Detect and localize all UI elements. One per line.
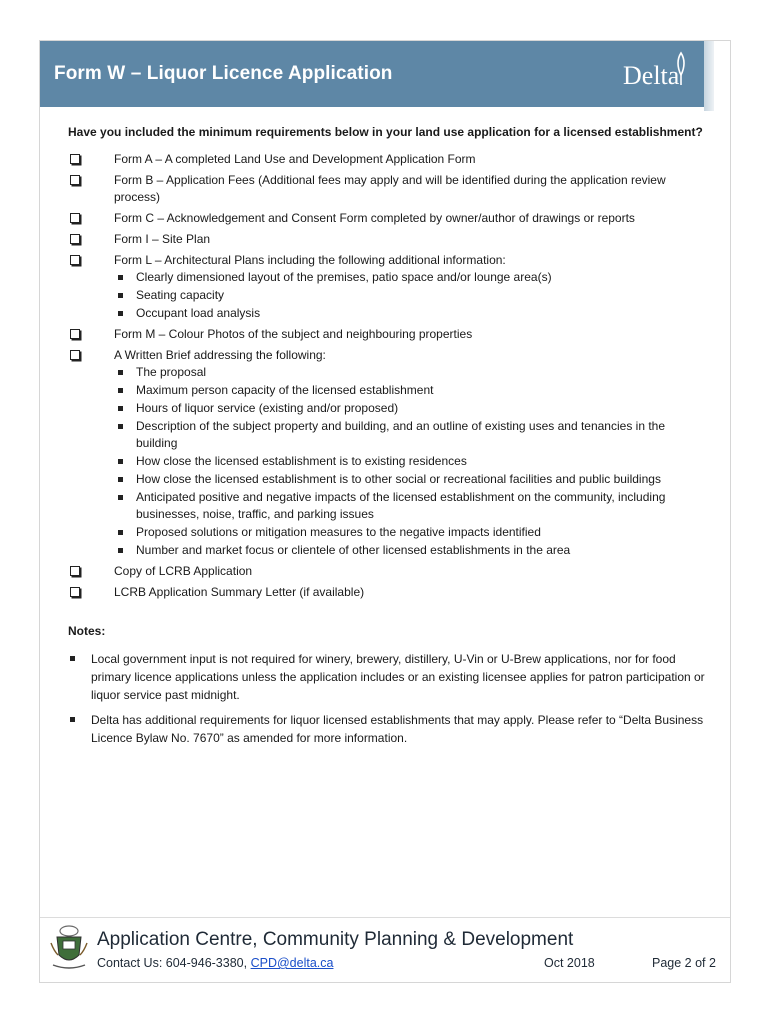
requirement-item (68, 172, 708, 206)
bullet-icon (118, 406, 123, 411)
bullet-icon (118, 293, 123, 298)
checkbox-icon[interactable] (70, 234, 80, 244)
sub-requirement-item (114, 305, 708, 322)
sub-requirement-item (114, 453, 708, 470)
bullet-icon (118, 311, 123, 316)
requirements-question: Have you included the minimum requirements below in your land use application for a licensed establishment? (68, 125, 703, 139)
footer-contact (97, 956, 333, 970)
sub-requirement-label: The proposal (136, 365, 207, 379)
contact-label: Contact Us: 604-946-3380, (97, 956, 251, 970)
bullet-icon (118, 370, 123, 375)
bullet-icon (70, 656, 75, 661)
page-number: Page 2 of 2 (652, 956, 716, 970)
sub-requirement-label: Proposed solutions or mitigation measures to the negative impacts identified (136, 525, 541, 539)
bullet-icon (118, 548, 123, 553)
requirement-label: Form A – A completed Land Use and Development Application Form (114, 152, 476, 166)
footer-divider (40, 917, 730, 918)
requirement-item (68, 563, 708, 580)
requirement-label: Form I – Site Plan (114, 232, 211, 246)
sub-requirement-label: Seating capacity (136, 288, 225, 302)
requirement-item (68, 252, 708, 322)
sub-requirement-label: Anticipated positive and negative impacts of the licensed establishment on the community, including businesses, noise, traffic, and parking issues (136, 490, 666, 521)
form-content (68, 124, 708, 754)
requirement-label: Form M – Colour Photos of the subject and neighbouring properties (114, 327, 473, 341)
requirement-item (68, 347, 708, 559)
notes-list (68, 650, 708, 747)
requirement-label: Copy of LCRB Application (114, 564, 253, 578)
bullet-icon (70, 717, 75, 722)
note-text: Local government input is not required for winery, brewery, distillery, U-Vin or U-Brew applications, nor for food primary licence applications unless the application includes or an existing licensee applies for patron participation or liquor service past midnight. (91, 652, 705, 702)
bullet-icon (118, 275, 123, 280)
checkbox-icon[interactable] (70, 175, 80, 185)
checkbox-icon[interactable] (70, 154, 80, 164)
bullet-icon (118, 388, 123, 393)
requirement-label: Form C – Acknowledgement and Consent Form completed by owner/author of drawings or reports (114, 211, 635, 225)
footer-date: Oct 2018 (544, 956, 595, 970)
requirement-label: LCRB Application Summary Letter (if available) (114, 585, 365, 599)
delta-logo: Delta (623, 61, 680, 90)
sub-requirement-label: How close the licensed establishment is to existing residences (136, 454, 467, 468)
checkbox-icon[interactable] (70, 350, 80, 360)
sub-requirement-label: Description of the subject property and building, and an outline of existing uses and tenancies in the building (136, 419, 666, 450)
requirement-item (68, 326, 708, 343)
email-link[interactable]: CPD@delta.ca (250, 956, 334, 970)
bullet-icon (118, 459, 123, 464)
sub-requirement-item (114, 489, 708, 523)
requirement-item (68, 151, 708, 168)
sub-requirement-label: Hours of liquor service (existing and/or proposed) (136, 401, 399, 415)
bullet-icon (118, 424, 123, 429)
bullet-icon (118, 495, 123, 500)
sub-requirement-list (114, 364, 708, 559)
header-banner (40, 41, 706, 107)
note-text: Delta has additional requirements for liquor licensed establishments that may apply. Please refer to “Delta Business Licence Bylaw No. 7670” as amended for more information. (91, 713, 704, 745)
sub-requirement-item (114, 382, 708, 399)
sub-requirement-item (114, 287, 708, 304)
note-item (68, 711, 708, 747)
requirement-item (68, 210, 708, 227)
checkbox-icon[interactable] (70, 587, 80, 597)
bullet-icon (118, 477, 123, 482)
bullet-icon (118, 530, 123, 535)
delta-crest-icon (48, 921, 90, 973)
sub-requirement-item (114, 418, 708, 452)
requirement-label: A Written Brief addressing the following: (114, 348, 326, 362)
sub-requirement-item (114, 471, 708, 488)
page-title: Form W – Liquor Licence Application (54, 63, 393, 84)
sub-requirement-label: Clearly dimensioned layout of the premises, patio space and/or lounge area(s) (136, 270, 552, 284)
sub-requirement-label: Maximum person capacity of the licensed establishment (136, 383, 434, 397)
checkbox-icon[interactable] (70, 213, 80, 223)
sub-requirement-item (114, 364, 708, 381)
sub-requirement-item (114, 524, 708, 541)
checkbox-icon[interactable] (70, 566, 80, 576)
document-page (39, 40, 731, 983)
sub-requirement-item (114, 542, 708, 559)
sub-requirement-item (114, 400, 708, 417)
leaf-icon (671, 51, 691, 87)
requirement-item (68, 584, 708, 601)
requirements-checklist (68, 151, 708, 601)
sub-requirement-label: Number and market focus or clientele of other licensed establishments in the area (136, 543, 571, 557)
footer-title: Application Centre, Community Planning & Development (97, 929, 574, 950)
requirement-label: Form L – Architectural Plans including the following additional information: (114, 253, 506, 267)
note-item (68, 650, 708, 704)
requirement-label: Form B – Application Fees (Additional fees may apply and will be identified during the application review process) (114, 173, 666, 204)
banner-edge (704, 41, 714, 111)
sub-requirement-list (114, 269, 708, 322)
requirement-item (68, 231, 708, 248)
sub-requirement-label: Occupant load analysis (136, 306, 261, 320)
sub-requirement-item (114, 269, 708, 286)
notes-heading: Notes: (68, 624, 106, 638)
sub-requirement-label: How close the licensed establishment is to other social or recreational facilities and public buildings (136, 472, 661, 486)
checkbox-icon[interactable] (70, 329, 80, 339)
checkbox-icon[interactable] (70, 255, 80, 265)
